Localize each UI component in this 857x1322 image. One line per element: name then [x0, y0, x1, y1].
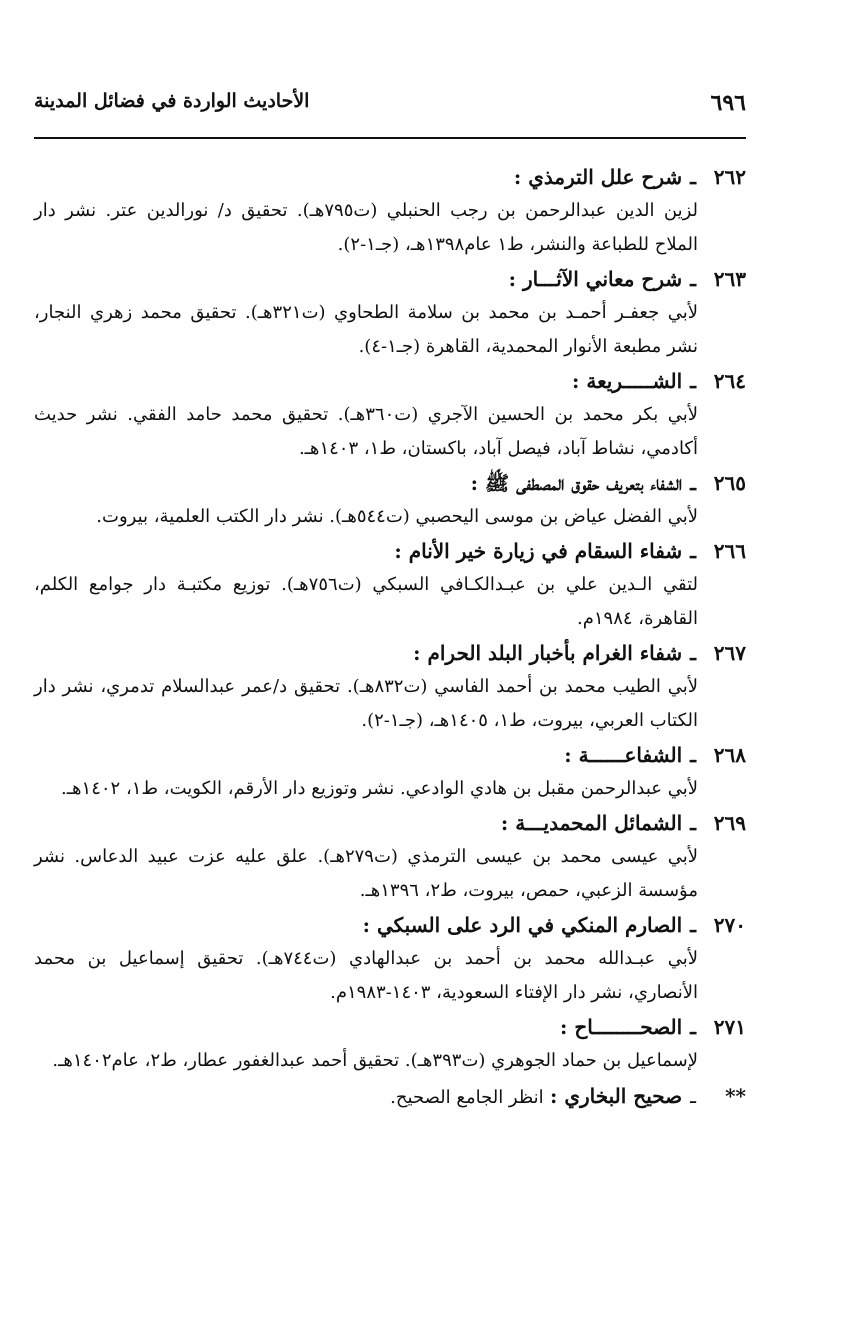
entry-title: الشـــــريعة : — [572, 369, 683, 393]
entry-description: لتقي الـدين علي بن عبـدالكـافي السبكي (ت٧٥٦هـ). توزيع مكتبـة دار جوامع الكلم، القاهرة، ١٩٨٤م. — [34, 574, 699, 629]
entry-title: شرح علل الترمذي : — [513, 165, 683, 189]
entry-description: لأبي الفضل عياض بن موسى اليحصبي (ت٥٤٤هـ). نشر دار الكتب العلمية، بيروت. — [96, 506, 698, 527]
entry-description: لأبي الطيب محمد بن أحمد الفاسي (ت٨٣٢هـ). تحقيق د/عمر عبدالسلام تدمري، نشر دار الكتاب العربي، بيروت، ط١، ١٤٠٥هـ، (جـ١-٢). — [34, 676, 698, 731]
entry-heading — [34, 364, 746, 398]
entry-title: الشفاعــــــة : — [564, 743, 683, 767]
entry-title: الشفاء بتعريف حقوق المصطفى ﷺ : — [470, 471, 683, 495]
entry-dash: ـ — [690, 743, 696, 767]
entry-heading — [34, 1010, 746, 1044]
page-number: ٦٩٦ — [710, 90, 746, 116]
bibliography-list — [34, 160, 746, 1114]
entry-title: الشمائل المحمديـــة : — [500, 811, 683, 835]
entry-number: ٢٧٠ — [713, 913, 746, 937]
entry-number: ٢٦٦ — [713, 539, 746, 563]
entry-dash: ـ — [690, 471, 696, 495]
entry-description: لزين الدين عبدالرحمن بن رجب الحنبلي (ت٧٩٥هـ). تحقيق د/ نورالدين عتر. نشر دار الملاح للطباعة والنشر، ط١ عام١٣٩٨هـ، (جـ١-٢). — [34, 200, 698, 255]
header-divider — [34, 137, 746, 139]
entry-heading — [34, 534, 746, 568]
entry-title: الصارم المنكي في الرد على السبكي : — [362, 913, 683, 937]
entry-heading — [34, 262, 746, 296]
bibliography-entry — [34, 908, 746, 1010]
entry-number: ٢٦٥ — [713, 471, 746, 495]
entry-heading — [34, 806, 746, 840]
entry-number: ٢٦٩ — [713, 811, 746, 835]
entry-heading — [34, 160, 746, 194]
bibliography-entry — [34, 160, 746, 262]
bibliography-entry — [34, 534, 746, 636]
bibliography-entry — [34, 806, 746, 908]
entry-description: لأبي بكر محمد بن الحسين الآجري (ت٣٦٠هـ). تحقيق محمد حامد الفقي. نشر حديث أكادمي، نشاط آباد، فيصل آباد، باكستان، ط١، ١٤٠٣هـ. — [34, 404, 698, 459]
entry-number: ٢٧١ — [713, 1015, 746, 1039]
bibliography-entry — [34, 364, 746, 466]
entry-dash: ـ — [690, 369, 696, 393]
entry-dash: ـ — [690, 165, 696, 189]
bibliography-entry — [34, 636, 746, 738]
entry-description: لأبي جعفـر أحمـد بن محمد بن سلامة الطحاوي (ت٣٢١هـ). تحقيق محمد زهري النجار، نشر مطبعة الأنوار المحمدية، القاهرة (جـ١-٤). — [34, 302, 698, 357]
entry-title: شفاء الغرام بأخبار البلد الحرام : — [413, 641, 683, 665]
entry-title: الصحــــــــاح : — [560, 1015, 683, 1039]
cross-reference-text: انظر الجامع الصحيح. — [390, 1087, 544, 1108]
entry-dash: ـ — [690, 1084, 696, 1108]
entry-heading — [34, 738, 746, 772]
entry-heading — [34, 466, 746, 500]
entry-description: لأبي عبـدالله محمد بن أحمد بن عبدالهادي (ت٧٤٤هـ). تحقيق إسماعيل بن محمد الأنصاري، نشر دار الإفتاء السعودية، ١٤٠٣-١٩٨٣م. — [34, 948, 698, 1003]
cross-reference — [34, 1078, 746, 1114]
entry-dash: ـ — [690, 539, 696, 563]
entry-dash: ـ — [690, 1015, 696, 1039]
cross-reference-marker: ** — [725, 1084, 746, 1108]
bibliography-entry — [34, 466, 746, 534]
entry-description: لأبي عيسى محمد بن عيسى الترمذي (ت٢٧٩هـ). علق عليه عزت عبيد الدعاس. نشر مؤسسة الزعبي، حمص، بيروت، ط٢، ١٣٩٦هـ. — [34, 846, 698, 901]
entry-description: لإسماعيل بن حماد الجوهري (ت٣٩٣هـ). تحقيق أحمد عبدالغفور عطار، ط٢، عام١٤٠٢هـ. — [52, 1050, 698, 1071]
page-header — [34, 86, 746, 126]
entry-number: ٢٦٣ — [713, 267, 746, 291]
running-title: الأحاديث الواردة في فضائل المدينة — [34, 90, 310, 112]
bibliography-entry — [34, 738, 746, 806]
entry-dash: ـ — [690, 913, 696, 937]
entry-dash: ـ — [690, 267, 696, 291]
entry-description: لأبي عبدالرحمن مقبل بن هادي الوادعي. نشر وتوزيع دار الأرقم، الكويت، ط١، ١٤٠٢هـ. — [61, 778, 698, 799]
entry-dash: ـ — [690, 811, 696, 835]
bibliography-entry — [34, 262, 746, 364]
entry-title: شرح معاني الآثـــار : — [508, 267, 683, 291]
entry-number: ٢٦٨ — [713, 743, 746, 767]
entry-heading — [34, 636, 746, 670]
entry-number: ٢٦٧ — [713, 641, 746, 665]
cross-reference-title: صحيح البخاري : — [549, 1084, 683, 1108]
entry-number: ٢٦٤ — [713, 369, 746, 393]
entry-number: ٢٦٢ — [713, 165, 746, 189]
bibliography-entry — [34, 1010, 746, 1078]
entry-heading — [34, 908, 746, 942]
entry-dash: ـ — [690, 641, 696, 665]
entry-title: شفاء السقام في زيارة خير الأنام : — [394, 539, 683, 563]
